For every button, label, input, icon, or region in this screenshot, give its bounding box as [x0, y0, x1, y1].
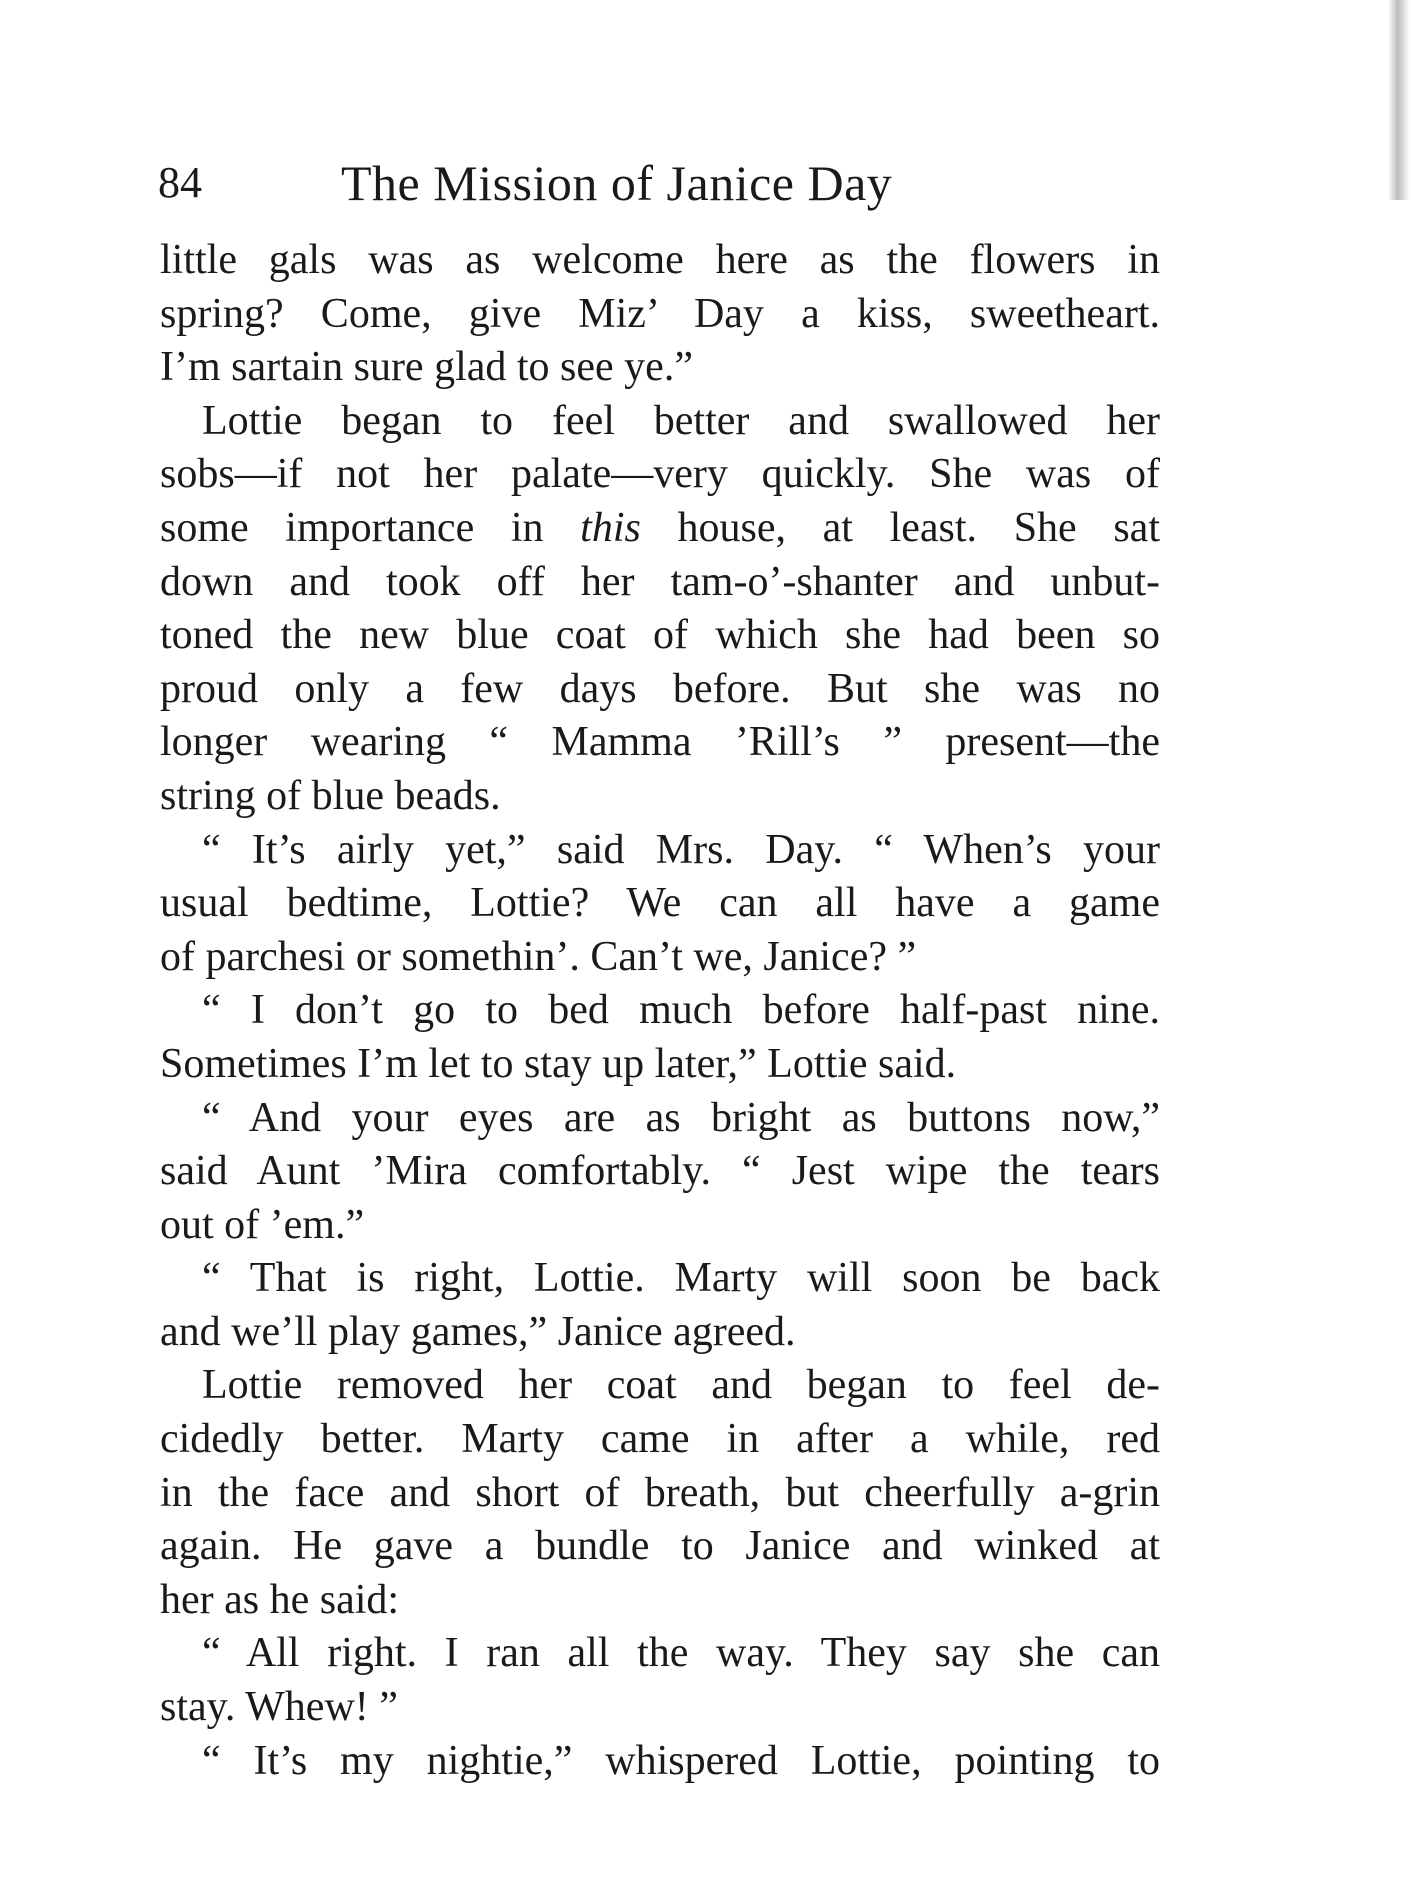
- text-line: down and took off her tam-o’-shanter and unbut-: [160, 558, 1160, 605]
- text-line: “ It’s my nightie,” whispered Lottie, pointing to: [202, 1737, 1160, 1784]
- text-line: toned the new blue coat of which she had been so: [160, 612, 1160, 659]
- text-line: sobs—if not her palate—very quickly. She was of: [160, 451, 1160, 498]
- text-line: “ It’s airly yet,” said Mrs. Day. “ When’s your: [202, 826, 1160, 873]
- text-line: “ All right. I ran all the way. They say she can: [202, 1630, 1160, 1677]
- text-line: “ And your eyes are as bright as buttons now,”: [202, 1094, 1160, 1141]
- text-line: and we’ll play games,” Janice agreed.: [160, 1308, 796, 1355]
- text-line: Sometimes I’m let to stay up later,” Lottie said.: [160, 1040, 957, 1087]
- text-line: cidedly better. Marty came in after a while, red: [160, 1416, 1160, 1463]
- text-line: proud only a few days before. But she was no: [160, 665, 1160, 712]
- text-line: I’m sartain sure glad to see ye.”: [160, 344, 693, 391]
- text-line: “ I don’t go to bed much before half-past nine.: [202, 987, 1160, 1034]
- text-line: “ That is right, Lottie. Marty will soon be back: [202, 1255, 1160, 1302]
- emphasis-word: this: [580, 504, 641, 551]
- text-line: stay. Whew! ”: [160, 1684, 398, 1731]
- body-text: [160, 234, 1160, 1788]
- text-line: little gals was as welcome here as the flowers in: [160, 237, 1160, 283]
- text-line: out of ’em.”: [160, 1201, 365, 1248]
- text-line: spring? Come, give Miz’ Day a kiss, sweetheart.: [160, 290, 1160, 337]
- text-line: again. He gave a bundle to Janice and winked at: [160, 1523, 1160, 1570]
- text-line: said Aunt ’Mira comfortably. “ Jest wipe the tears: [160, 1148, 1160, 1195]
- text-line: in the face and short of breath, but cheerfully a-grin: [160, 1469, 1160, 1516]
- text-line: longer wearing “ Mamma ’Rill’s ” present—the: [160, 719, 1160, 766]
- text-line: her as he said:: [160, 1576, 400, 1623]
- text-line: of parchesi or somethin’. Can’t we, Janice? ”: [160, 933, 917, 980]
- text-line: some importance in this house, at least. She sat: [160, 504, 1160, 551]
- text-line: usual bedtime, Lottie? We can all have a game: [160, 880, 1160, 927]
- text-line: string of blue beads.: [160, 772, 501, 819]
- text-line: Lottie removed her coat and began to feel de-: [202, 1362, 1160, 1409]
- text-line: Lottie began to feel better and swallowed her: [202, 397, 1160, 444]
- running-header: [158, 148, 1158, 218]
- page-edge-shadow: [1388, 0, 1412, 200]
- running-title: The Mission of Janice Day: [341, 155, 893, 211]
- page-number: 84: [158, 158, 202, 207]
